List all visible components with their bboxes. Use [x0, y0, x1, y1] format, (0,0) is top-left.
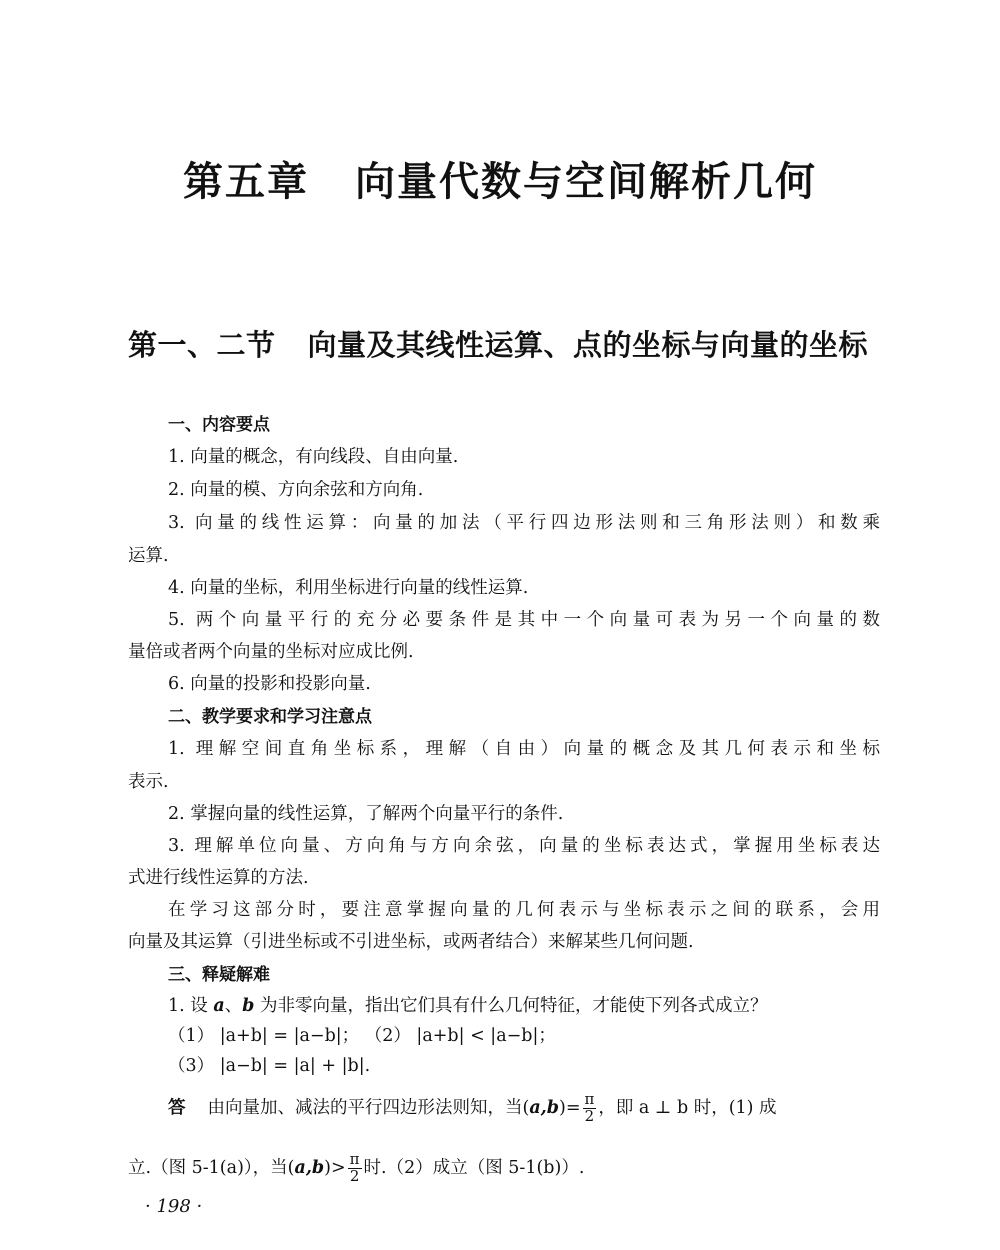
fraction-numerator: π: [349, 1150, 360, 1168]
equals-sign: )=: [559, 1097, 581, 1118]
angle-ab: a,b: [294, 1157, 325, 1178]
section-number: 第一、二节: [128, 328, 276, 362]
part1-item: 6. 向量的投影和投影向量.: [168, 674, 371, 694]
answer-label: 答: [168, 1097, 186, 1118]
part1-item: 5. 两个向量平行的充分必要条件是其中一个向量可表为另一个向量的数: [168, 610, 880, 630]
chapter-name: 向量代数与空间解析几何: [355, 159, 817, 205]
part2-item: 式进行线性运算的方法.: [128, 868, 309, 888]
vector-b: b: [242, 996, 255, 1016]
separator: 、: [224, 996, 243, 1016]
equation-line-2: （3） |a−b| = |a| + |b|.: [168, 1056, 371, 1076]
page-number: · 198 ·: [145, 1196, 203, 1217]
part1-item: 1. 向量的概念，有向线段、自由向量.: [168, 447, 459, 467]
question-1: [168, 992, 767, 1017]
chapter-number: 第五章: [183, 159, 309, 205]
answer-line-1: [168, 1092, 777, 1125]
part1-item: 2. 向量的模、方向余弦和方向角.: [168, 480, 424, 500]
part1-item: 3. 向量的线性运算：向量的加法（平行四边形法则和三角形法则）和数乘: [168, 513, 880, 533]
greater-than-sign: )>: [324, 1157, 346, 1178]
section-title: [128, 323, 888, 364]
fraction-denominator: 2: [349, 1166, 360, 1185]
fraction-denominator: 2: [584, 1106, 595, 1125]
angle-ab: a,b: [529, 1097, 559, 1118]
part3-heading: 三、释疑解难: [168, 965, 270, 985]
part2-heading: 二、教学要求和学习注意点: [168, 707, 372, 727]
part2-item: 3. 理解单位向量、方向角与方向余弦，向量的坐标表达式，掌握用坐标表达: [168, 836, 880, 856]
part1-heading: 一、内容要点: [168, 415, 270, 435]
part2-item: 1. 理解空间直角坐标系，理解（自由）向量的概念及其几何表示和坐标: [168, 739, 880, 759]
equation-line-1: （1） |a+b| = |a−b|； （2） |a+b| < |a−b|；: [168, 1026, 556, 1046]
pi-over-2-fraction: [348, 1152, 362, 1185]
question-prefix: 1. 设: [168, 996, 214, 1016]
answer-line-2: [128, 1152, 584, 1185]
vector-a: a: [213, 996, 225, 1016]
answer-text: 时.（2）成立（图 5-1(b)）.: [363, 1157, 585, 1178]
part2-item: 表示.: [128, 772, 169, 792]
question-text: 为非零向量，指出它们具有什么几何特征，才能使下列各式成立？: [254, 996, 768, 1016]
chapter-title: [0, 150, 1000, 207]
part1-item: 运算.: [128, 546, 169, 566]
part1-item: 量倍或者两个向量的坐标对应成比例.: [128, 642, 414, 662]
part1-item: 4. 向量的坐标，利用坐标进行向量的线性运算.: [168, 578, 529, 598]
fraction-numerator: π: [584, 1090, 595, 1108]
answer-text: 立.（图 5-1(a)），当(: [128, 1157, 295, 1178]
part2-paragraph: 在学习这部分时，要注意掌握向量的几何表示与坐标表示之间的联系，会用: [168, 900, 880, 920]
part2-paragraph: 向量及其运算（引进坐标或不引进坐标，或两者结合）来解某些几何问题.: [128, 932, 694, 952]
answer-text: ，即 a ⊥ b 时，(1) 成: [598, 1097, 777, 1118]
answer-text: 由向量加、减法的平行四边形法则知，当(: [207, 1097, 530, 1118]
part2-item: 2. 掌握向量的线性运算，了解两个向量平行的条件.: [168, 804, 564, 824]
pi-over-2-fraction: [583, 1092, 597, 1125]
section-name: 向量及其线性运算、点的坐标与向量的坐标: [307, 328, 869, 362]
